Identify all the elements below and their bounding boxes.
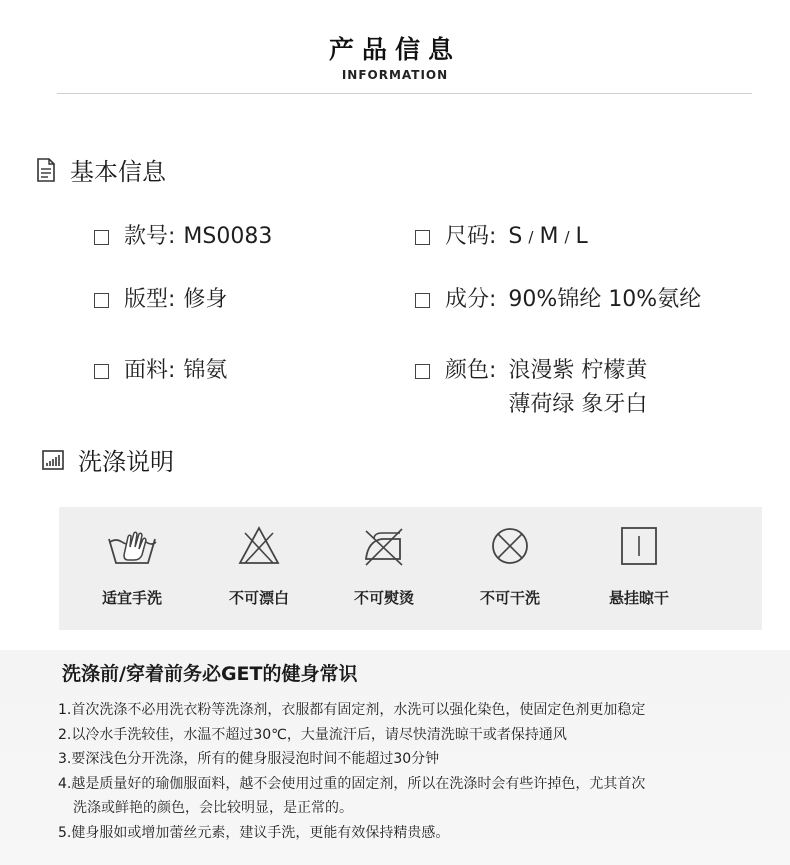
info-size [415, 220, 588, 254]
tip-line: 3.要深浅色分开洗涤，所有的健身服浸泡时间不能超过30分钟 [58, 751, 440, 767]
info-value: 修身 [183, 287, 228, 312]
tip-line: 1.首次洗涤不必用洗衣粉等洗涤剂，衣服都有固定剂，水洗可以强化染色，使固定色剂更加稳定 [58, 702, 646, 718]
info-colors [415, 354, 647, 422]
checkbox-square-icon [94, 293, 109, 308]
no-bleach-icon [237, 525, 281, 567]
care-label: 不可漂白 [228, 589, 289, 607]
size-separator: / [528, 228, 534, 246]
basic-info-heading [36, 152, 166, 187]
no-dry-clean-icon [488, 525, 532, 567]
checkbox-square-icon [94, 230, 109, 245]
no-iron-icon [360, 525, 408, 567]
color-line: 薄荷绿 象牙白 [508, 392, 648, 417]
care-label: 适宜手洗 [101, 589, 162, 607]
info-value [508, 354, 647, 422]
care-label: 不可干洗 [479, 589, 540, 607]
care-item-no-bleach [204, 507, 314, 607]
care-label: 不可熨烫 [353, 589, 414, 607]
care-item-hang-dry [584, 507, 694, 607]
size-m: M [539, 224, 559, 249]
info-style-number [94, 220, 272, 254]
signal-bars-icon [42, 450, 64, 470]
tips-list [58, 698, 758, 845]
hang-dry-icon [617, 525, 661, 567]
checkbox-square-icon [94, 364, 109, 379]
info-fit [94, 283, 227, 317]
care-item-no-dry-clean [455, 507, 565, 607]
tip-line: 5.健身服如或增加蕾丝元素，建议手洗，更能有效保持精贵感。 [58, 824, 450, 841]
color-line: 浪漫紫 柠檬黄 [508, 358, 648, 383]
care-label: 悬挂晾干 [608, 589, 669, 607]
hand-wash-icon [106, 525, 158, 567]
checkbox-square-icon [415, 364, 430, 379]
info-label: 款号: [124, 224, 176, 249]
info-label: 成分: [445, 287, 497, 312]
tips-title: 洗涤前/穿着前务必GET的健身常识 [62, 663, 358, 685]
tip-line: 2.以冷水手洗较佳，水温不超过30℃，大量流汗后，请尽快清洗晾干或者保持通风 [58, 726, 567, 743]
info-label: 面料: [124, 358, 176, 383]
info-value: 锦氨 [183, 358, 228, 383]
washing-heading-text: 洗涤说明 [78, 448, 174, 476]
checkbox-square-icon [415, 293, 430, 308]
care-item-no-iron [329, 507, 439, 607]
page-subtitle: INFORMATION [341, 68, 449, 82]
info-composition [415, 283, 701, 317]
info-value [508, 220, 587, 254]
header-divider [57, 93, 752, 94]
basic-info-heading-text: 基本信息 [70, 158, 166, 186]
size-l: L [575, 224, 588, 249]
page-title: 产品信息 [328, 35, 461, 64]
info-value: 90%锦纶 10%氨纶 [508, 287, 702, 312]
info-label: 版型: [124, 287, 176, 312]
washing-heading [42, 442, 174, 477]
size-s: S [508, 224, 523, 249]
tip-line: 4.越是质量好的瑜伽服面料，越不会使用过重的固定剂，所以在洗涤时会有些许掉色，尤其首次 [58, 775, 646, 792]
tip-line: 洗涤或鲜艳的颜色，会比较明显，是正常的。 [73, 800, 353, 816]
info-label: 尺码: [445, 224, 497, 249]
document-icon [36, 158, 56, 182]
checkbox-square-icon [415, 230, 430, 245]
care-item-hand-wash [77, 507, 187, 607]
info-value: MS0083 [183, 224, 273, 249]
care-instructions-panel [59, 507, 762, 630]
info-fabric [94, 354, 227, 388]
size-separator: / [564, 228, 570, 246]
info-label: 颜色: [445, 358, 497, 383]
